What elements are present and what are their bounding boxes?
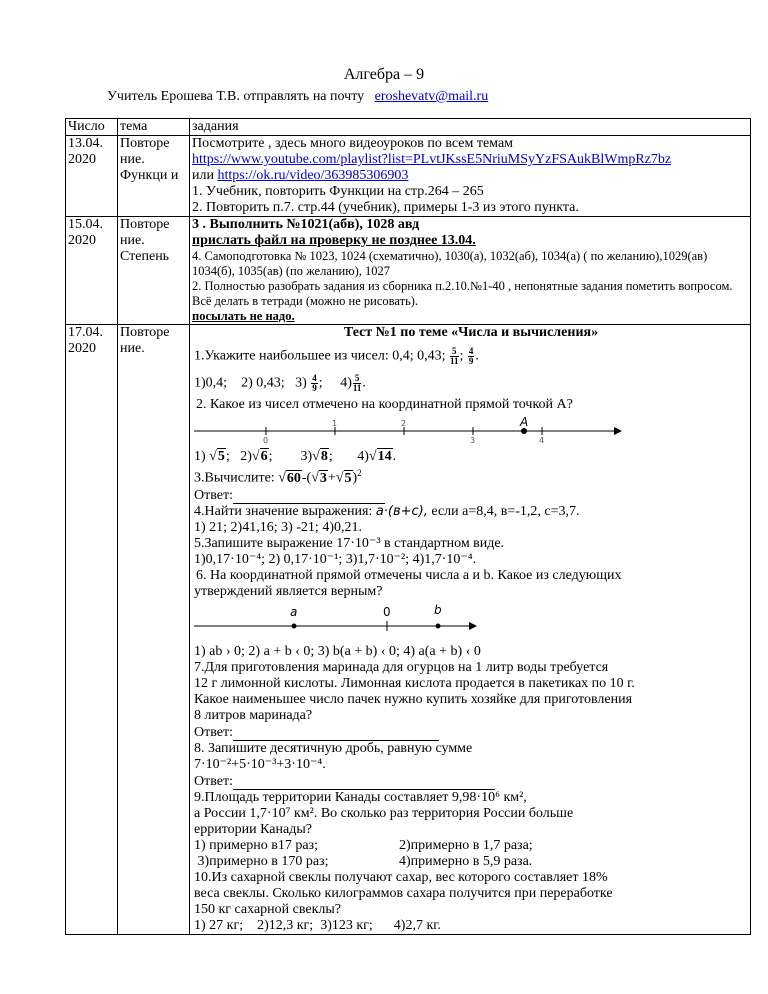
task-line: 3 . Выполнить №1021(абв), 1028 авд bbox=[192, 217, 420, 232]
tick-label: 4 bbox=[539, 436, 545, 445]
row-topic: Повторе ние. bbox=[118, 325, 190, 935]
question-5-options: 1)0,17·10⁻⁴; 2) 0,17·10⁻¹; 3)1,7·10⁻²; 4)1,7·10⁻⁴. bbox=[194, 551, 477, 567]
question-7-line: 7.Для приготовления маринада для огурцов на 1 литр воды требуется bbox=[194, 659, 609, 675]
label-zero: 0 bbox=[383, 604, 391, 619]
table-row bbox=[66, 325, 751, 935]
header-date: Число bbox=[66, 119, 118, 136]
label-a: a bbox=[290, 604, 298, 619]
question-2-options: 1) √5; 2)√6; 3)√8; 4)√14. bbox=[194, 449, 397, 464]
number-line-1 bbox=[194, 415, 634, 445]
task-line: Посмотрите , здесь много видеоуроков по всем темам bbox=[192, 136, 514, 151]
question-8: 8. Запишите десятичную дробь, равную сумме bbox=[194, 740, 473, 756]
answer-blank[interactable] bbox=[233, 773, 495, 790]
table-header-row bbox=[66, 119, 751, 136]
task-line: 4. Самоподготовка № 1023, 1024 (схематично), 1030(а), 1032(аб), 1034(а) ( по желанию),1029(ав) 1034(б), 1035(ав) (по желанию), 1027 bbox=[192, 249, 708, 278]
row-tasks bbox=[190, 325, 751, 935]
tick-label: 0 bbox=[263, 436, 269, 445]
youtube-link[interactable]: https://www.youtube.com/playlist?list=PLvtJKssE5NriuMSyYzFSAukBlWmpRz7bz bbox=[192, 152, 672, 167]
point-b-marker bbox=[436, 623, 441, 628]
label-b: b bbox=[434, 602, 442, 617]
fraction: $\frac{4}{9}$ bbox=[468, 346, 474, 366]
row-date: 17.04. 2020 bbox=[66, 325, 118, 935]
number-line-2 bbox=[194, 602, 634, 636]
teacher-text: Учитель Ерошева Т.В. отправлять на почту bbox=[107, 89, 365, 104]
question-6-options: 1) ab › 0; 2) a + b ‹ 0; 3) b(a + b) ‹ 0; 4) a(a + b) ‹ 0 bbox=[194, 643, 481, 659]
question-4: 4.Найти значение выражения: а·(в+с), если а=8,4, в=-1,2, с=3,7. bbox=[194, 503, 580, 519]
point-a-label: A bbox=[520, 415, 529, 429]
tick-label: 2 bbox=[401, 419, 407, 428]
assignment-table bbox=[65, 118, 751, 935]
question-7-line: 8 литров маринада? bbox=[194, 707, 313, 723]
row-tasks bbox=[190, 136, 751, 217]
answer-line-7: Ответ: bbox=[194, 724, 748, 741]
question-9-options: 3)примерно в 170 раз; 4)примерно в 5,9 раза. bbox=[194, 853, 533, 869]
question-10-line: веса свеклы. Сколько килограммов сахара получится при переработке bbox=[194, 885, 613, 901]
fraction: $\frac{5}{11}$ bbox=[450, 346, 459, 366]
task-line: 1. Учебник, повторить Функции на стр.264 – 265 bbox=[192, 184, 484, 199]
question-7-line: Какое наименьшее число пачек нужно купить хозяйке для приготовления bbox=[194, 691, 633, 707]
answer-line-8: Ответ: bbox=[194, 773, 748, 790]
question-10-line: 10.Из сахарной свеклы получают сахар, вес которого составляет 18% bbox=[194, 869, 608, 885]
table-row bbox=[66, 136, 751, 217]
page-title: Алгебра – 9 bbox=[343, 66, 425, 83]
question-9-line: а России 1,7·10⁷ км². Во сколько раз территория России больше bbox=[194, 805, 574, 821]
question-1: 1.Укажите наибольшее из чисел: 0,4; 0,43; $\frac{5}{11}$ ; $\frac{4}{9}$ . bbox=[194, 346, 479, 366]
row-topic: Повторе ние. Степень bbox=[118, 217, 190, 325]
row-date: 13.04. 2020 bbox=[66, 136, 118, 217]
question-6: 6. На координатной прямой отмечены числа а и b. Какое из следующих bbox=[196, 567, 622, 583]
answer-line-3: Ответ: bbox=[194, 487, 748, 504]
question-4-options: 1) 21; 2)41,16; 3) -21; 4)0,21. bbox=[194, 519, 362, 535]
question-9-line: ерритории Канады? bbox=[194, 821, 312, 837]
question-8-expr: 7·10⁻²+5·10⁻³+3·10⁻⁴. bbox=[194, 756, 326, 772]
point-a-marker bbox=[292, 623, 297, 628]
header-tasks: задания bbox=[190, 119, 751, 136]
email-link[interactable]: eroshevatv@mail.ru bbox=[374, 89, 489, 104]
question-10-options: 1) 27 кг; 2)12,3 кг; 3)123 кг; 4)2,7 кг. bbox=[194, 917, 441, 933]
question-3: 3.Вычислите: $√60-(√3+√5)^2$ bbox=[194, 468, 362, 486]
answer-blank[interactable] bbox=[233, 724, 439, 741]
task-line: 2. Повторить п.7. стр.44 (учебник), примеры 1-3 из этого пункта. bbox=[192, 200, 579, 215]
task-line: 2. Полностью разобрать задания из сборника п.2.10.№1-40 , непонятные задания пометить вопросом. Всё делать в тетради (можно не рисовать). bbox=[192, 279, 733, 308]
question-10-line: 150 кг сахарной свеклы? bbox=[194, 901, 342, 917]
tick-label: 1 bbox=[332, 419, 338, 428]
row-tasks bbox=[190, 217, 751, 325]
question-6-cont: утверждений является верным? bbox=[194, 583, 383, 599]
task-line: посылать не надо. bbox=[192, 309, 295, 323]
answer-blank[interactable] bbox=[233, 487, 385, 504]
header-topic: тема bbox=[118, 119, 190, 136]
question-9-options: 1) примерно в17 раз; 2)примерно в 1,7 раза; bbox=[194, 837, 533, 853]
teacher-line bbox=[107, 89, 488, 105]
task-line: или bbox=[192, 168, 214, 183]
task-line: прислать файл на проверку не позднее 13.04. bbox=[192, 233, 476, 248]
question-1-options: 1)0,4; 2) 0,43; 3) $\frac{4}{9}$ ; 4) $\frac{5}{11}$ . bbox=[194, 373, 366, 393]
question-5: 5.Запишите выражение 17·10⁻³ в стандартном виде. bbox=[194, 535, 505, 551]
ok-video-link[interactable]: https://ok.ru/video/363985306903 bbox=[217, 168, 409, 183]
question-9-line: 9.Площадь территории Канады составляет 9,98·10⁶ км², bbox=[194, 789, 527, 805]
row-date: 15.04. 2020 bbox=[66, 217, 118, 325]
tick-label: 3 bbox=[470, 436, 476, 445]
table-row bbox=[66, 217, 751, 325]
row-topic: Повторе ние. Функци и bbox=[118, 136, 190, 217]
test-title: Тест №1 по теме «Числа и вычисления» bbox=[343, 325, 599, 340]
question-text: 1.Укажите наибольшее из чисел: 0,4; 0,43; bbox=[194, 348, 446, 364]
question-7-line: 12 г лимонной кислоты. Лимонная кислота продается в пакетиках по 10 г. bbox=[194, 675, 635, 691]
question-2: 2. Какое из чисел отмечено на координатной прямой точкой А? bbox=[196, 397, 573, 412]
